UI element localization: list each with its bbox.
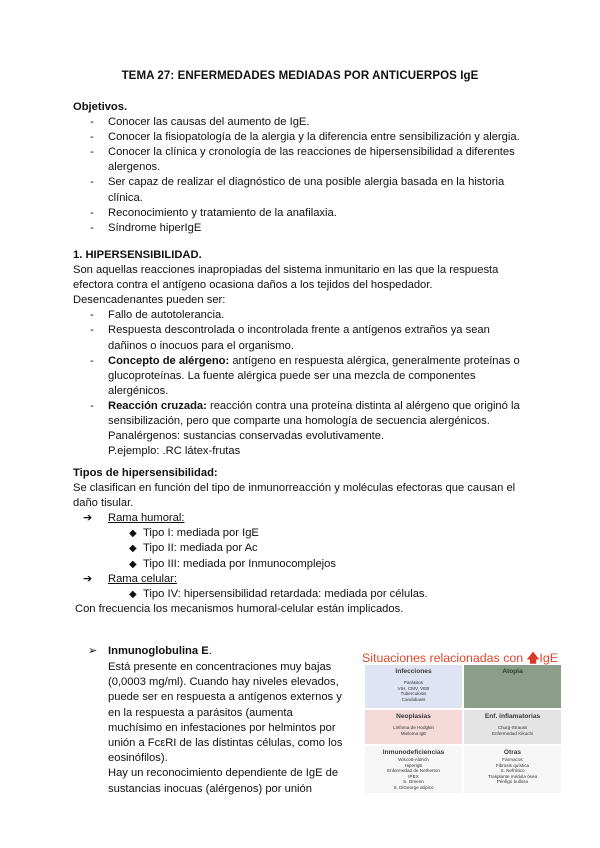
figure-cell-neoplasias: Neoplasias Linfoma de Hodgkin Mieloma IgE bbox=[365, 710, 462, 744]
list-item: ◆ Tipo I: mediada por IgE bbox=[73, 526, 523, 541]
paragraph: P.ejemplo: .RC látex-frutas bbox=[108, 445, 241, 458]
diamond-bullet-icon: ◆ bbox=[129, 588, 137, 600]
arrow-right-icon: ➔ bbox=[83, 572, 93, 585]
tipos-section bbox=[73, 466, 523, 617]
list-item: ◆ Tipo IV: hipersensibilidad retardada: mediada por células. bbox=[73, 587, 523, 602]
objetivos-heading: Objetivos. bbox=[73, 101, 128, 113]
section-heading: Tipos de hipersensibilidad: bbox=[73, 467, 218, 479]
arrow-right-icon: ➔ bbox=[83, 512, 93, 525]
figure-grid bbox=[365, 665, 561, 793]
list-item: - Fallo de autotolerancia. bbox=[90, 309, 225, 322]
list-item: - Concepto de alérgeno: antígeno en respuesta alérgica, generalmente proteínas o glucoproteínas. La fuente alérgica puede ser una mezcla de componentes alergénicos. bbox=[90, 354, 520, 397]
list-item: - Respuesta descontrolada o incontrolada frente a antígenos extraños ya sean dañinos o inocuos para el organismo. bbox=[90, 324, 490, 352]
term-bold: Concepto de alérgeno: bbox=[108, 354, 230, 367]
list-item: ◆ Tipo III: mediada por Inmunocomplejos bbox=[73, 557, 523, 572]
list-item: - Síndrome hiperIgE bbox=[73, 221, 523, 236]
page-title: TEMA 27: ENFERMEDADES MEDIADAS POR ANTICUERPOS IgE bbox=[121, 70, 479, 82]
figure-cell-otras: Otras Fármacos Fibrosis quística S. Nefrótico Trasplante médula ósea Pénfigo bulloso bbox=[464, 746, 561, 793]
list-item: ➔ Rama celular: bbox=[73, 572, 523, 587]
paragraph: Hay un reconocimiento dependiente de IgE de sustancias inocuas (alérgenos) por unión bbox=[108, 767, 339, 795]
list-item: - Conocer las causas del aumento de IgE. bbox=[73, 115, 523, 130]
list-item: - Reacción cruzada: reacción contra una proteína distinta al alérgeno que originó la sensibilización, pero que comparte una homología de secuencia alergénicos. bbox=[90, 399, 520, 428]
diamond-bullet-icon: ◆ bbox=[129, 528, 137, 540]
inmunoglobulina-body bbox=[108, 660, 348, 797]
paragraph: Se clasifican en función del tipo de inmunorreacción y moléculas efectoras que causan el daño tisular. bbox=[73, 482, 516, 510]
list-item: - Reconocimiento y tratamiento de la anafilaxia. bbox=[73, 206, 523, 221]
figure-cell-infecciones: Infecciones Parásitos VIH, CMV, VEB Tuberculosis Candidiasis bbox=[365, 665, 462, 708]
list-item: ◆ Tipo II: mediada por Ac bbox=[73, 541, 523, 556]
paragraph: Son aquellas reacciones inapropiadas del sistema inmunitario en las que la respuesta efectora contra el antígeno ocasiona daños a los tejidos del hospedador. bbox=[73, 264, 499, 292]
list-item: ➔ Rama humoral: bbox=[73, 511, 523, 526]
paragraph: Con frecuencia los mecanismos humoral-celular están implicados. bbox=[75, 602, 404, 615]
term-bold: Reacción cruzada: bbox=[108, 399, 207, 412]
paragraph: Está presente en concentraciones muy bajas (0,0003 mg/ml). Cuando hay niveles elevados, puede ser en respuesta a antígenos externos y en la respuesta a parásitos (aumenta muchísimo en infestaciones por helmintos por unión a FcεRI de las distintas células, como los eosinófilos). bbox=[108, 661, 343, 765]
diamond-bullet-icon: ◆ bbox=[129, 543, 137, 555]
inmunoglobulina-heading: ➢ Inmunoglobulina E. bbox=[90, 644, 360, 659]
figure-cell-enf-inflamatorias: Enf. inflamatorias Churg-Strauss Enfermedad Kikuchi bbox=[464, 710, 561, 744]
figure-title: Situaciones relacionadas con 🡅IgE bbox=[362, 651, 558, 665]
list-item: - Conocer la clínica y cronología de las reacciones de hipersensibilidad a diferentes alergenos. bbox=[73, 145, 523, 175]
figure-cell-inmunodeficiencias: Inmunodeficiencias Wiscott-Aldrich HiperIgE Enfermedad de Netherton IPEX S. Omenn S. DiGeorge atípico bbox=[365, 746, 462, 793]
objetivos-list bbox=[73, 115, 523, 236]
arrow-up-icon: 🡅 bbox=[526, 651, 540, 665]
triangle-bullet-icon: ➢ bbox=[88, 645, 98, 657]
figure-cell-atopia: Atopia bbox=[464, 665, 561, 708]
objetivos-section bbox=[73, 100, 523, 236]
paragraph: Desencadenantes pueden ser: bbox=[73, 294, 226, 307]
section-heading: 1. HIPERSENSIBILIDAD. bbox=[73, 249, 202, 261]
diamond-bullet-icon: ◆ bbox=[129, 558, 137, 570]
hipersensibilidad-section bbox=[73, 248, 523, 459]
list-item: - Ser capaz de realizar el diagnóstico de una posible alergia basada en la historia clínica. bbox=[73, 175, 523, 205]
paragraph: Panalérgenos: sustancias conservadas evolutivamente. bbox=[108, 430, 385, 443]
list-item: - Conocer la fisiopatología de la alergia y la diferencia entre sensibilización y alergia. bbox=[73, 130, 523, 145]
